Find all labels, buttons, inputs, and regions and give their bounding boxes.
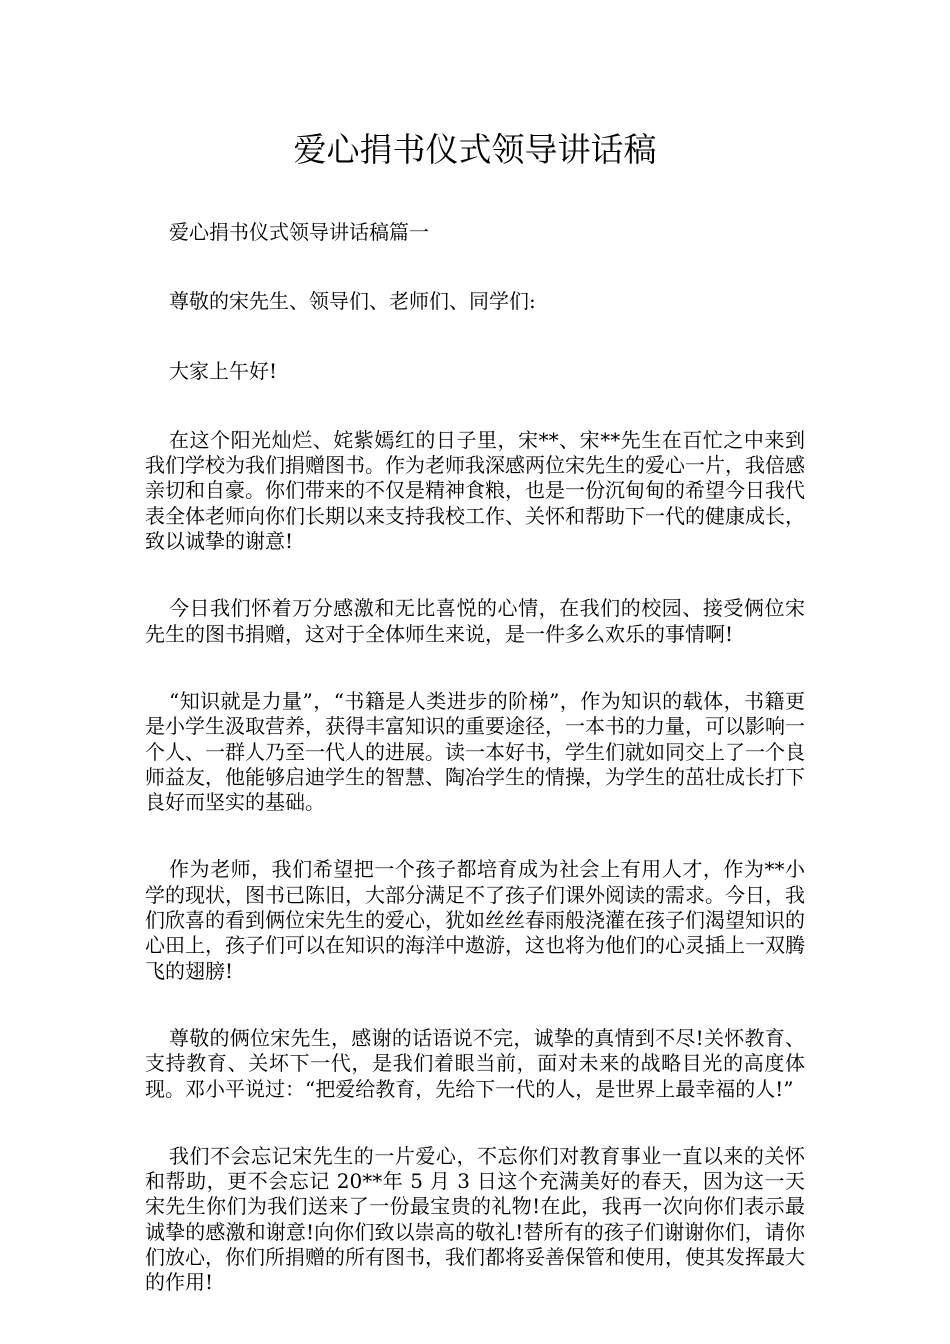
- section-heading: 爱心捐书仪式领导讲话稿篇一: [169, 220, 429, 244]
- salutation: 尊敬的宋先生、领导们、老师们、同学们:: [169, 289, 536, 314]
- document-body: [145, 220, 805, 1338]
- paragraph-1: 在这个阳光灿烂、姹紫嫣红的日子里，宋**、宋**先生在百忙之中来到我们学校为我们捐赠图书。作为老师我深感两位宋先生的爱心一片，我倍感亲切和自豪。你们带来的不仅是精神食粮，也是一份沉甸甸的希望今日我代表全体老师向你们长期以来支持我校工作、关怀和帮助下一代的健康成长，致以诚挚的谢意!: [145, 427, 805, 554]
- paragraph-3: “知识就是力量”，“书籍是人类进步的阶梯”，作为知识的载体，书籍更是小学生汲取营养，获得丰富知识的重要途径，一本书的力量，可以影响一个人、一群人乃至一代人的进展。读一本好书，学生们就如同交上了一个良师益友，他能够启迪学生的智慧、陶冶学生的情操，为学生的茁壮成长打下良好而坚实的基础。: [145, 688, 805, 815]
- paragraph-2: 今日我们怀着万分感激和无比喜悦的心情，在我们的校园、接受俩位宋先生的图书捐赠，这对于全体师生来说，是一件多么欢乐的事情啊!: [145, 596, 805, 646]
- document-title: 爱心捐书仪式领导讲话稿: [293, 130, 657, 169]
- paragraph-6: 我们不会忘记宋先生的一片爱心，不忘你们对教育事业一直以来的关怀和帮助，更不会忘记 20**年 5 月 3 日这个充满美好的春天，因为这一天宋先生你们为我们送来了一份最宝贵的礼物!在此，我再一次向你们表示最诚挚的感激和谢意!向你们致以崇高的敬礼!替所有的孩子们谢谢你们，请你们放心，你们所捐赠的所有图书，我们都将妥善保管和使用，使其发挥最大的作用!: [145, 1143, 805, 1295]
- paragraph-4: 作为老师，我们希望把一个孩子都培育成为社会上有用人才，作为**小学的现状，图书已陈旧，大部分满足不了孩子们课外阅读的需求。今日，我们欣喜的看到俩位宋先生的爱心，犹如丝丝春雨般浇灌在孩子们渴望知识的心田上，孩子们可以在知识的海洋中遨游，这也将为他们的心灵插上一双腾飞的翅膀!: [145, 857, 805, 983]
- greeting: 大家上午好!: [169, 358, 278, 383]
- paragraph-5: 尊敬的俩位宋先生，感谢的话语说不完，诚挚的真情到不尽!关怀教育、支持教育、关坏下一代，是我们着眼当前，面对未来的战略目光的高度体现。邓小平说过：“把爱给教育，先给下一代的人，是世界上最幸福的人!”: [145, 1025, 805, 1101]
